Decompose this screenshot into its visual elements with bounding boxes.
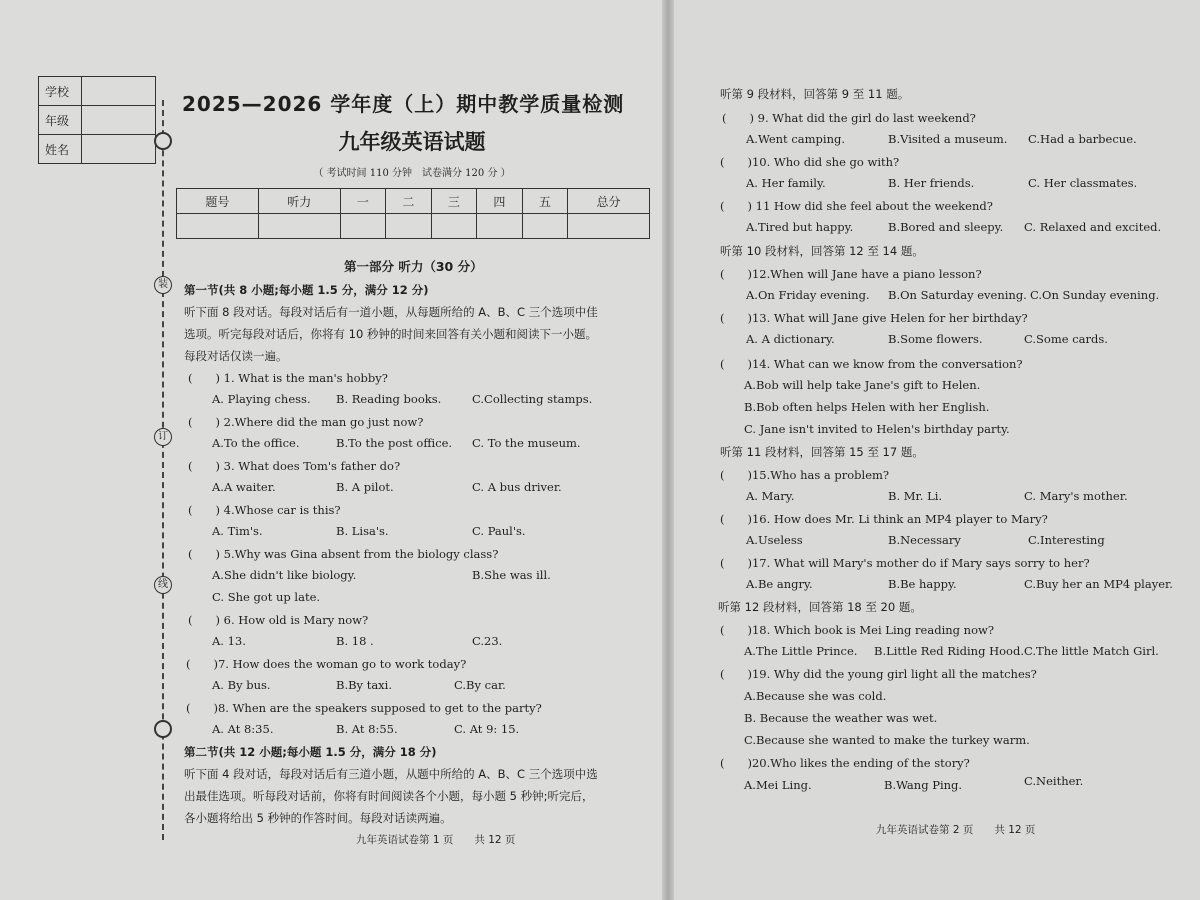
question-1: ( ) 1. What is the man's hobby?	[188, 371, 388, 385]
option-19b[interactable]: B. Because the weather was wet.	[744, 711, 938, 725]
score-cell[interactable]	[258, 214, 340, 239]
score-cell[interactable]	[177, 214, 259, 239]
option-10a[interactable]: A. Her family.	[746, 176, 826, 190]
score-header-cell: 五	[522, 189, 567, 214]
option-7b[interactable]: B.By taxi.	[336, 678, 393, 692]
question-14: ( )14. What can we know from the conversation?	[720, 357, 1023, 371]
option-9c[interactable]: C.Had a barbecue.	[1028, 132, 1137, 146]
section1-instruction: 每段对话仅读一遍。	[184, 349, 288, 363]
option-5c[interactable]: C. She got up late.	[212, 590, 321, 604]
score-cell[interactable]	[477, 214, 522, 239]
material-9-heading: 听第 9 段材料，回答第 9 至 11 题。	[720, 87, 910, 101]
exam-subtitle: 九年级英语试题	[338, 130, 486, 154]
option-15b[interactable]: B. Mr. Li.	[888, 489, 943, 503]
section2-instruction: 出最佳选项。听每段对话前，你将有时间阅读各个小题，每小题 5 秒钟;听完后，	[184, 789, 594, 803]
school-field[interactable]	[82, 77, 156, 106]
score-cell[interactable]	[431, 214, 476, 239]
question-10: ( )10. Who did she go with?	[720, 155, 900, 169]
question-2: ( ) 2.Where did the man go just now?	[188, 415, 424, 429]
option-11b[interactable]: B.Bored and sleepy.	[888, 220, 1004, 234]
question-13: ( )13. What will Jane give Helen for her birthday?	[720, 311, 1028, 325]
option-18c[interactable]: C.The little Match Girl.	[1024, 644, 1159, 658]
part-title: 第一部分 听力（30 分）	[344, 259, 483, 274]
option-1b[interactable]: B. Reading books.	[336, 392, 442, 406]
option-4c[interactable]: C. Paul's.	[472, 524, 526, 538]
option-13c[interactable]: C.Some cards.	[1024, 332, 1108, 346]
page-footer-right: 九年英语试卷第 2 页 共 12 页	[876, 824, 1036, 836]
question-19: ( )19. Why did the young girl light all the matches?	[720, 667, 1037, 681]
option-16c[interactable]: C.Interesting	[1028, 533, 1105, 547]
option-1c[interactable]: C.Collecting stamps.	[472, 392, 593, 406]
grade-field[interactable]	[82, 106, 156, 135]
option-11a[interactable]: A.Tired but happy.	[746, 220, 854, 234]
score-cell[interactable]	[386, 214, 431, 239]
question-11: ( ) 11 How did she feel about the weekend?	[720, 199, 993, 213]
option-16b[interactable]: B.Necessary	[888, 533, 961, 547]
option-19a[interactable]: A.Because she was cold.	[744, 689, 887, 703]
question-9: ( ) 9. What did the girl do last weekend?	[722, 111, 976, 125]
option-8c[interactable]: C. At 9: 15.	[454, 722, 520, 736]
option-2c[interactable]: C. To the museum.	[472, 436, 581, 450]
score-header-cell: 总分	[568, 189, 650, 214]
section2-title: 第二节(共 12 小题;每小题 1.5 分，满分 18 分)	[184, 745, 437, 759]
student-info-box	[38, 76, 156, 164]
option-5a[interactable]: A.She didn't like biology.	[212, 568, 357, 582]
binding-mark-xian: 线	[154, 576, 172, 594]
grade-label: 年级	[39, 106, 82, 135]
question-3: ( ) 3. What does Tom's father do?	[188, 459, 401, 473]
exam-info: （ 考试时间 110 分钟 试卷满分 120 分 ）	[313, 168, 511, 179]
name-label: 姓名	[39, 135, 82, 164]
question-8: ( )8. When are the speakers supposed to get to the party?	[186, 701, 542, 715]
name-field[interactable]	[82, 135, 156, 164]
option-12c[interactable]: C.On Sunday evening.	[1030, 288, 1160, 302]
material-10-heading: 听第 10 段材料，回答第 12 至 14 题。	[720, 244, 924, 258]
section2-instruction: 听下面 4 段对话，每段对话后有三道小题，从题中所给的 A、B、C 三个选项中选	[184, 767, 598, 781]
score-cell[interactable]	[568, 214, 650, 239]
option-9a[interactable]: A.Went camping.	[746, 132, 845, 146]
option-6c[interactable]: C.23.	[472, 634, 503, 648]
option-20a[interactable]: A.Mei Ling.	[744, 778, 812, 792]
score-cell[interactable]	[340, 214, 385, 239]
option-3c[interactable]: C. A bus driver.	[472, 480, 562, 494]
material-11-heading: 听第 11 段材料，回答第 15 至 17 题。	[720, 445, 924, 459]
question-6: ( ) 6. How old is Mary now?	[188, 613, 369, 627]
question-18: ( )18. Which book is Mei Ling reading now?	[720, 623, 995, 637]
option-2b[interactable]: B.To the post office.	[336, 436, 453, 450]
score-table-score-row	[177, 214, 650, 239]
option-20c[interactable]: C.Neither.	[1024, 774, 1084, 788]
question-12: ( )12.When will Jane have a piano lesson?	[720, 267, 982, 281]
option-4a[interactable]: A. Tim's.	[212, 524, 263, 538]
option-14b[interactable]: B.Bob often helps Helen with her English.	[744, 400, 990, 414]
option-15c[interactable]: C. Mary's mother.	[1024, 489, 1128, 503]
binding-hole-bottom	[154, 720, 172, 738]
option-19c[interactable]: C.Because she wanted to make the turkey warm.	[744, 733, 1030, 747]
school-label: 学校	[39, 77, 82, 106]
option-8b[interactable]: B. At 8:55.	[336, 722, 398, 736]
binding-mark-zhuang: 装	[154, 276, 172, 294]
binding-hole-top	[154, 132, 172, 150]
option-7a[interactable]: A. By bus.	[212, 678, 271, 692]
page-fold	[662, 0, 674, 900]
score-header-cell: 听力	[258, 189, 340, 214]
option-15a[interactable]: A. Mary.	[746, 489, 795, 503]
score-header-cell: 三	[431, 189, 476, 214]
question-4: ( ) 4.Whose car is this?	[188, 503, 341, 517]
option-16a[interactable]: A.Useless	[746, 533, 803, 547]
score-table-header-row	[177, 189, 650, 214]
option-6b[interactable]: B. 18 .	[336, 634, 374, 648]
option-17b[interactable]: B.Be happy.	[888, 577, 957, 591]
page-footer-left: 九年英语试卷第 1 页 共 12 页	[356, 834, 516, 846]
score-table	[176, 188, 650, 239]
option-2a[interactable]: A.To the office.	[212, 436, 300, 450]
option-3b[interactable]: B. A pilot.	[336, 480, 394, 494]
option-12b[interactable]: B.On Saturday evening.	[888, 288, 1027, 302]
option-13a[interactable]: A. A dictionary.	[746, 332, 835, 346]
question-17: ( )17. What will Mary's mother do if Mary says sorry to her?	[720, 556, 1090, 570]
score-header-cell: 一	[340, 189, 385, 214]
option-11c[interactable]: C. Relaxed and excited.	[1024, 220, 1162, 234]
section1-instruction: 听下面 8 段对话。每段对话后有一道小题，从每题所给的 A、B、C 三个选项中佳	[184, 305, 598, 319]
option-6a[interactable]: A. 13.	[212, 634, 246, 648]
option-4b[interactable]: B. Lisa's.	[336, 524, 389, 538]
option-14a[interactable]: A.Bob will help take Jane's gift to Helen.	[744, 378, 981, 392]
section1-instruction: 选项。听完每段对话后，你将有 10 秒钟的时间来回答有关小题和阅读下一小题。	[184, 327, 597, 341]
option-7c[interactable]: C.By car.	[454, 678, 506, 692]
option-20b[interactable]: B.Wang Ping.	[884, 778, 963, 792]
score-cell[interactable]	[522, 214, 567, 239]
score-header-cell: 四	[477, 189, 522, 214]
option-10b[interactable]: B. Her friends.	[888, 176, 975, 190]
option-10c[interactable]: C. Her classmates.	[1028, 176, 1138, 190]
question-20: ( )20.Who likes the ending of the story?	[720, 756, 970, 770]
option-17a[interactable]: A.Be angry.	[746, 577, 813, 591]
option-5b[interactable]: B.She was ill.	[472, 568, 551, 582]
question-5: ( ) 5.Why was Gina absent from the biology class?	[188, 547, 499, 561]
binding-mark-ding: 订	[154, 428, 172, 446]
option-18b[interactable]: B.Little Red Riding Hood.	[874, 644, 1024, 658]
option-13b[interactable]: B.Some flowers.	[888, 332, 983, 346]
option-9b[interactable]: B.Visited a museum.	[888, 132, 1008, 146]
exam-title: 2025—2026 学年度（上）期中教学质量检测	[182, 92, 625, 116]
option-17c[interactable]: C.Buy her an MP4 player.	[1024, 577, 1173, 591]
option-18a[interactable]: A.The Little Prince.	[744, 644, 858, 658]
score-header-cell: 题号	[177, 189, 259, 214]
option-14c[interactable]: C. Jane isn't invited to Helen's birthday party.	[744, 422, 1010, 436]
question-7: ( )7. How does the woman go to work today?	[186, 657, 467, 671]
question-15: ( )15.Who has a problem?	[720, 468, 890, 482]
section1-title: 第一节(共 8 小题;每小题 1.5 分，满分 12 分)	[184, 283, 429, 297]
option-12a[interactable]: A.On Friday evening.	[746, 288, 870, 302]
option-3a[interactable]: A.A waiter.	[212, 480, 276, 494]
material-12-heading: 听第 12 段材料，回答第 18 至 20 题。	[718, 600, 922, 614]
score-header-cell: 二	[386, 189, 431, 214]
option-8a[interactable]: A. At 8:35.	[212, 722, 274, 736]
option-1a[interactable]: A. Playing chess.	[212, 392, 311, 406]
section2-instruction: 各小题将给出 5 秒钟的作答时间。每段对话读两遍。	[184, 811, 452, 825]
question-16: ( )16. How does Mr. Li think an MP4 player to Mary?	[720, 512, 1048, 526]
